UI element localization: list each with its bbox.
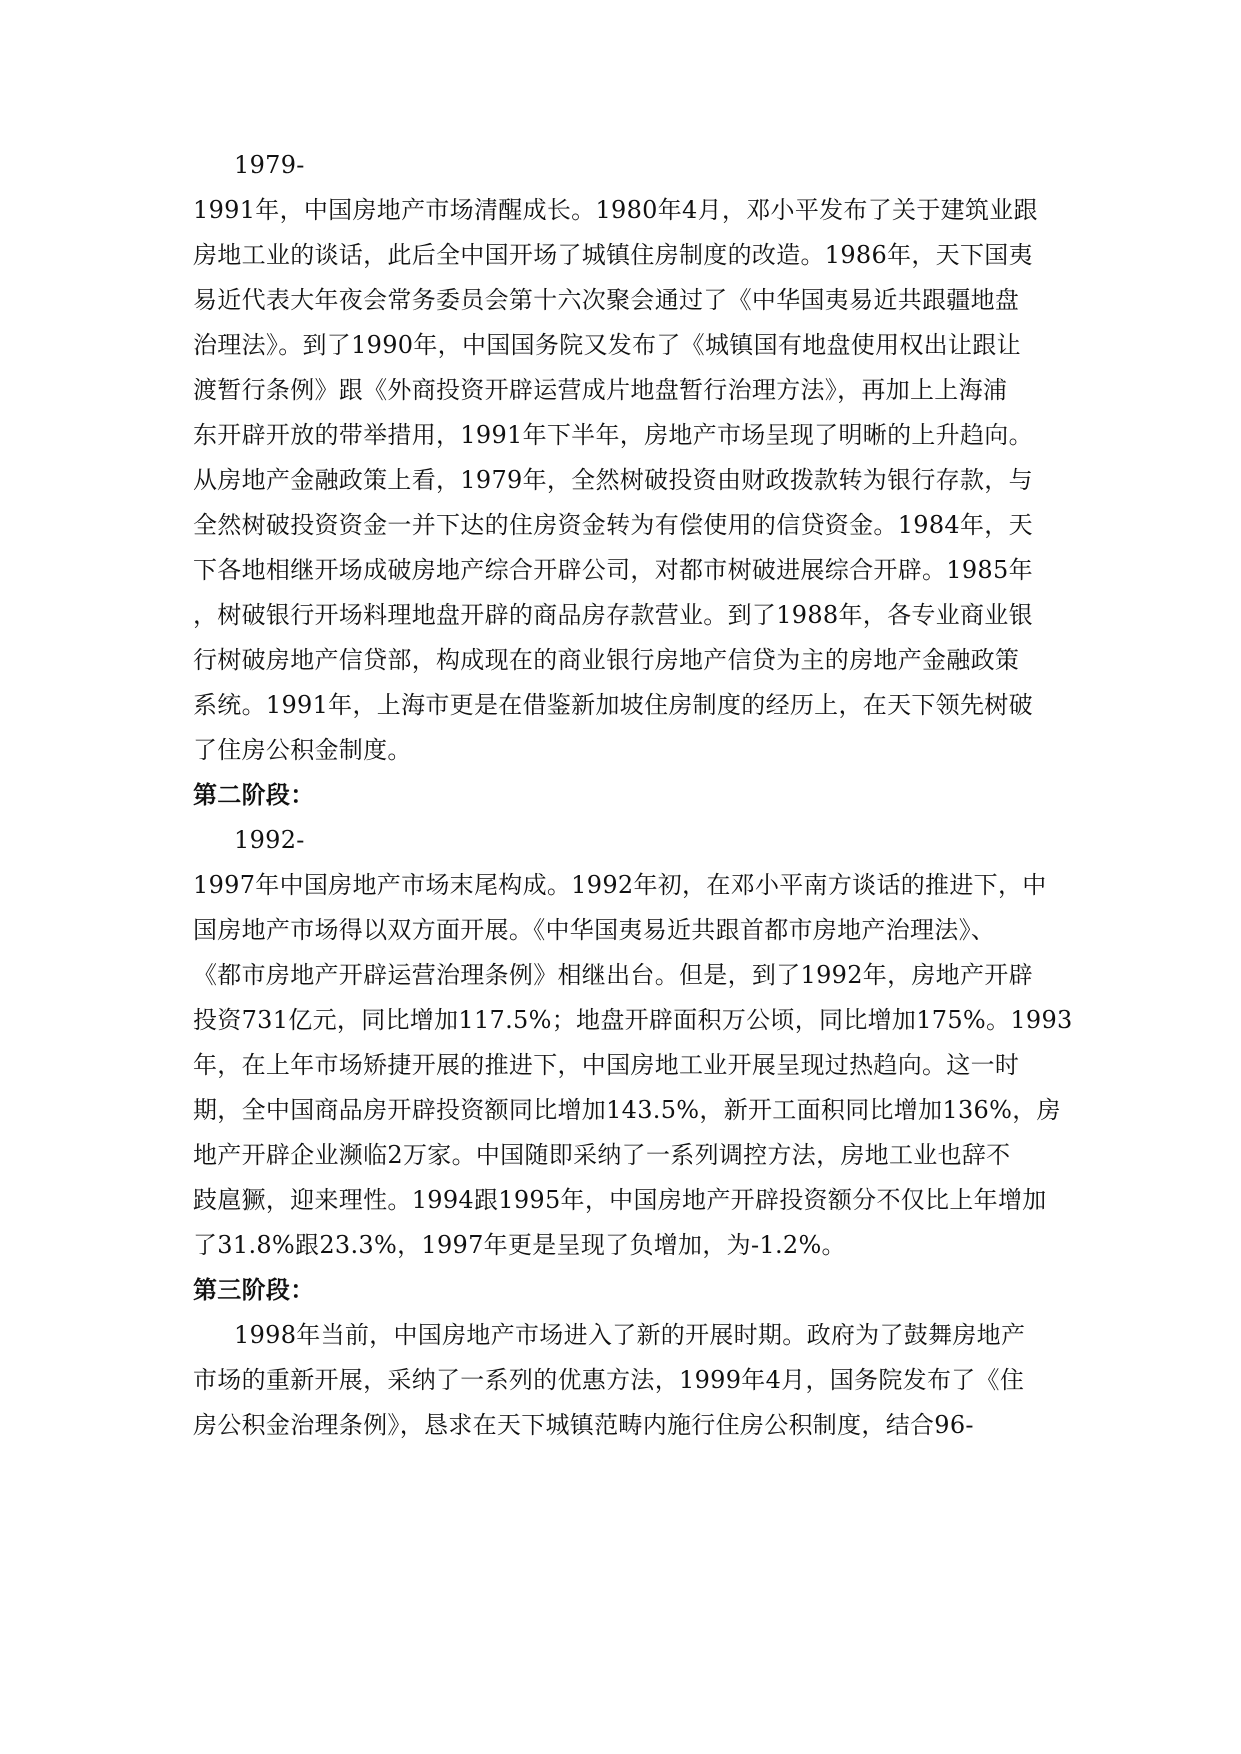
text-line: 行树破房地产信贷部，构成现在的商业银行房地产信贷为主的房地产金融政策	[193, 646, 1020, 674]
text-line: 下各地相继开场成破房地产综合开辟公司，对都市树破进展综合开辟。1985年	[193, 556, 1033, 584]
text-line: 地产开辟企业濒临2万家。中国随即采纳了一系列调控方法，房地工业也辞不	[193, 1141, 1011, 1169]
text-line: ，树破银行开场料理地盘开辟的商品房存款营业。到了1988年，各专业商业银	[193, 601, 1033, 629]
text-line: 房地工业的谈话，此后全中国开场了城镇住房制度的改造。1986年，天下国夷	[193, 241, 1033, 269]
text-line: 国房地产市场得以双方面开展。《中华国夷易近共跟首都市房地产治理法》、	[193, 916, 996, 944]
text-line: 年，在上年市场矫捷开展的推进下，中国房地工业开展呈现过热趋向。这一时	[193, 1051, 1020, 1079]
text-line: 1997年中国房地产市场末尾构成。1992年初，在邓小平南方谈话的推进下，中	[193, 871, 1047, 899]
text-line: 1979-	[234, 151, 305, 179]
text-line: 1998年当前，中国房地产市场进入了新的开展时期。政府为了鼓舞房地产	[234, 1321, 1026, 1349]
text-line: 了住房公积金制度。	[193, 736, 412, 764]
text-line: 期，全中国商品房开辟投资额同比增加143.5%，新开工面积同比增加136%，房	[193, 1096, 1061, 1124]
section-heading: 第三阶段：	[193, 1275, 315, 1304]
text-line: 渡暂行条例》跟《外商投资开辟运营成片地盘暂行治理方法》，再加上上海浦	[193, 376, 1008, 404]
text-line: 1991年，中国房地产市场清醒成长。1980年4月，邓小平发布了关于建筑业跟	[193, 196, 1038, 224]
text-line: 全然树破投资资金一并下达的住房资金转为有偿使用的信贷资金。1984年，天	[193, 511, 1033, 539]
text-line: 投资731亿元，同比增加117.5%；地盘开辟面积万公顷，同比增加175%。1993	[193, 1006, 1073, 1034]
text-line: 东开辟开放的带举措用，1991年下半年，房地产市场呈现了明晰的上升趋向。	[193, 421, 1033, 449]
text-line: 易近代表大年夜会常务委员会第十六次聚会通过了《中华国夷易近共跟疆地盘	[193, 286, 1020, 314]
text-line: 房公积金治理条例》，恳求在天下城镇范畴内施行住房公积制度，结合96-	[193, 1411, 974, 1439]
section-heading: 第二阶段：	[193, 780, 315, 809]
text-line: 从房地产金融政策上看，1979年，全然树破投资由财政拨款转为银行存款，与	[193, 466, 1033, 494]
text-line: 治理法》。到了1990年，中国国务院又发布了《城镇国有地盘使用权出让跟让	[193, 331, 1021, 359]
text-line: 了31.8%跟23.3%，1997年更是呈现了负增加，为-1.2%。	[193, 1231, 846, 1259]
text-line: 跂扈獗，迎来理性。1994跟1995年，中国房地产开辟投资额分不仅比上年增加	[193, 1186, 1047, 1214]
text-line: 1992-	[234, 826, 305, 854]
text-line: 市场的重新开展，采纳了一系列的优惠方法，1999年4月，国务院发布了《住	[193, 1366, 1025, 1394]
text-line: 系统。1991年，上海市更是在借鉴新加坡住房制度的经历上，在天下领先树破	[193, 691, 1033, 719]
text-line: 《都市房地产开辟运营治理条例》相继出台。但是，到了1992年，房地产开辟	[193, 961, 1033, 989]
